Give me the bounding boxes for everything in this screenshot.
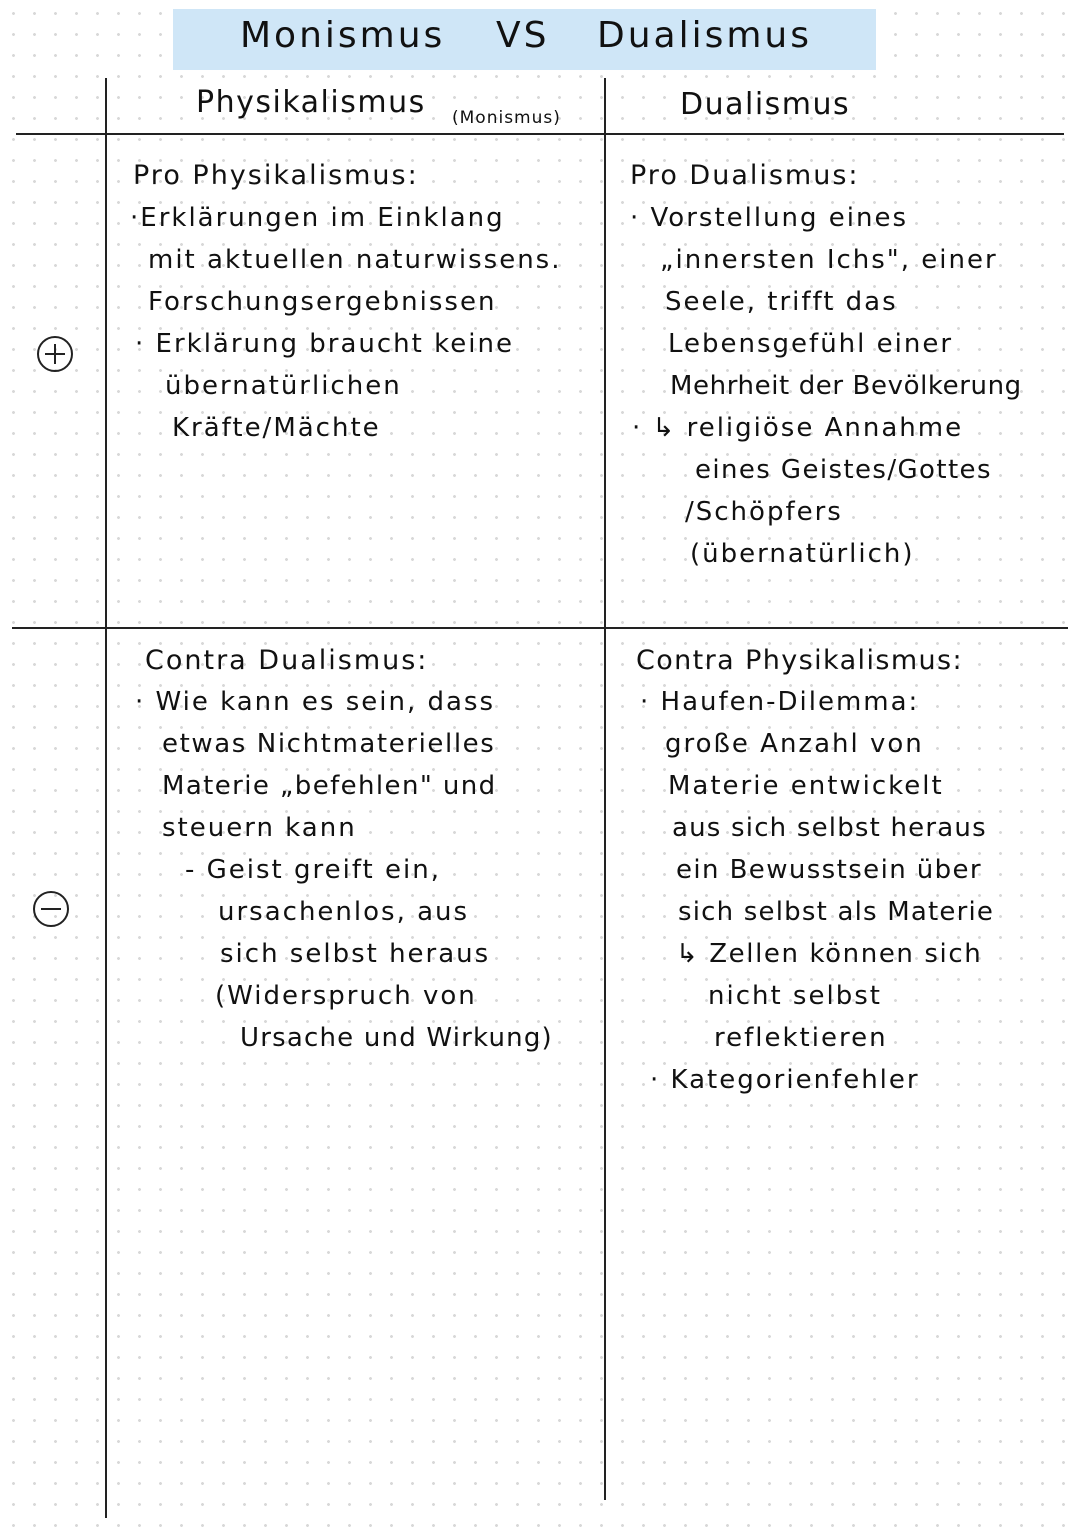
list-item: /Schöpfers <box>685 497 843 527</box>
column-head-dualismus: Dualismus <box>680 87 851 122</box>
column-head-physikalismus: Physikalismus <box>196 85 426 120</box>
list-item: reflektieren <box>714 1023 888 1053</box>
contra-physikalismus-heading: Contra Physikalismus: <box>636 645 963 676</box>
list-item: Mehrheit der Bevölkerung <box>670 371 1022 401</box>
list-item: (übernatürlich) <box>690 539 915 569</box>
row-divider <box>12 627 1068 629</box>
column-subhead-monismus: (Monismus) <box>452 108 561 128</box>
list-item: große Anzahl von <box>665 729 924 759</box>
pro-physikalismus-heading: Pro Physikalismus: <box>133 160 419 191</box>
list-item: übernatürlichen <box>165 371 402 401</box>
pro-dualismus-heading: Pro Dualismus: <box>630 160 860 191</box>
list-item: „innersten Ichs", einer <box>660 245 998 275</box>
list-item: aus sich selbst heraus <box>672 813 987 843</box>
list-item: · Vorstellung eines <box>630 203 909 233</box>
title-dualismus: Dualismus <box>597 15 812 56</box>
list-item: Lebensgefühl einer <box>668 329 954 359</box>
list-item: Materie entwickelt <box>668 771 944 801</box>
list-item: Kräfte/Mächte <box>172 413 381 443</box>
header-divider <box>16 133 1064 135</box>
contra-dualismus-heading: Contra Dualismus: <box>145 645 429 676</box>
list-item: mit aktuellen naturwissens. <box>148 245 562 275</box>
sign-column-divider <box>105 78 107 1518</box>
title-vs: VS <box>496 15 550 56</box>
list-item: sich selbst als Materie <box>678 897 995 927</box>
list-item: · Wie kann es sein, dass <box>135 687 496 717</box>
list-item: · Erklärung braucht keine <box>135 329 514 359</box>
list-item: sich selbst heraus <box>220 939 491 969</box>
list-item: Materie „befehlen" und <box>162 771 497 801</box>
plus-circle-icon <box>37 336 73 372</box>
list-item: ein Bewusstsein über <box>676 855 983 885</box>
list-item: (Widerspruch von <box>215 981 477 1011</box>
list-item: · Kategorienfehler <box>650 1065 920 1095</box>
list-item: steuern kann <box>162 813 357 843</box>
list-item: · Haufen-Dilemma: <box>640 687 920 717</box>
list-item: Forschungsergebnissen <box>148 287 497 317</box>
center-column-divider <box>604 78 606 1500</box>
list-item: ↳ Zellen können sich <box>676 939 983 969</box>
list-item: · ↳ religiöse Annahme <box>632 413 964 443</box>
list-item: Ursache und Wirkung) <box>240 1023 553 1053</box>
list-item: ·Erklärungen im Einklang <box>130 203 505 233</box>
title-monismus: Monismus <box>240 15 446 56</box>
list-item: etwas Nichtmaterielles <box>162 729 496 759</box>
minus-circle-icon <box>33 891 69 927</box>
list-item: Seele, trifft das <box>665 287 898 317</box>
list-item: - Geist greift ein, <box>185 855 441 885</box>
list-item: nicht selbst <box>708 981 882 1011</box>
list-item: eines Geistes/Gottes <box>695 455 992 485</box>
list-item: ursachenlos, aus <box>218 897 470 927</box>
